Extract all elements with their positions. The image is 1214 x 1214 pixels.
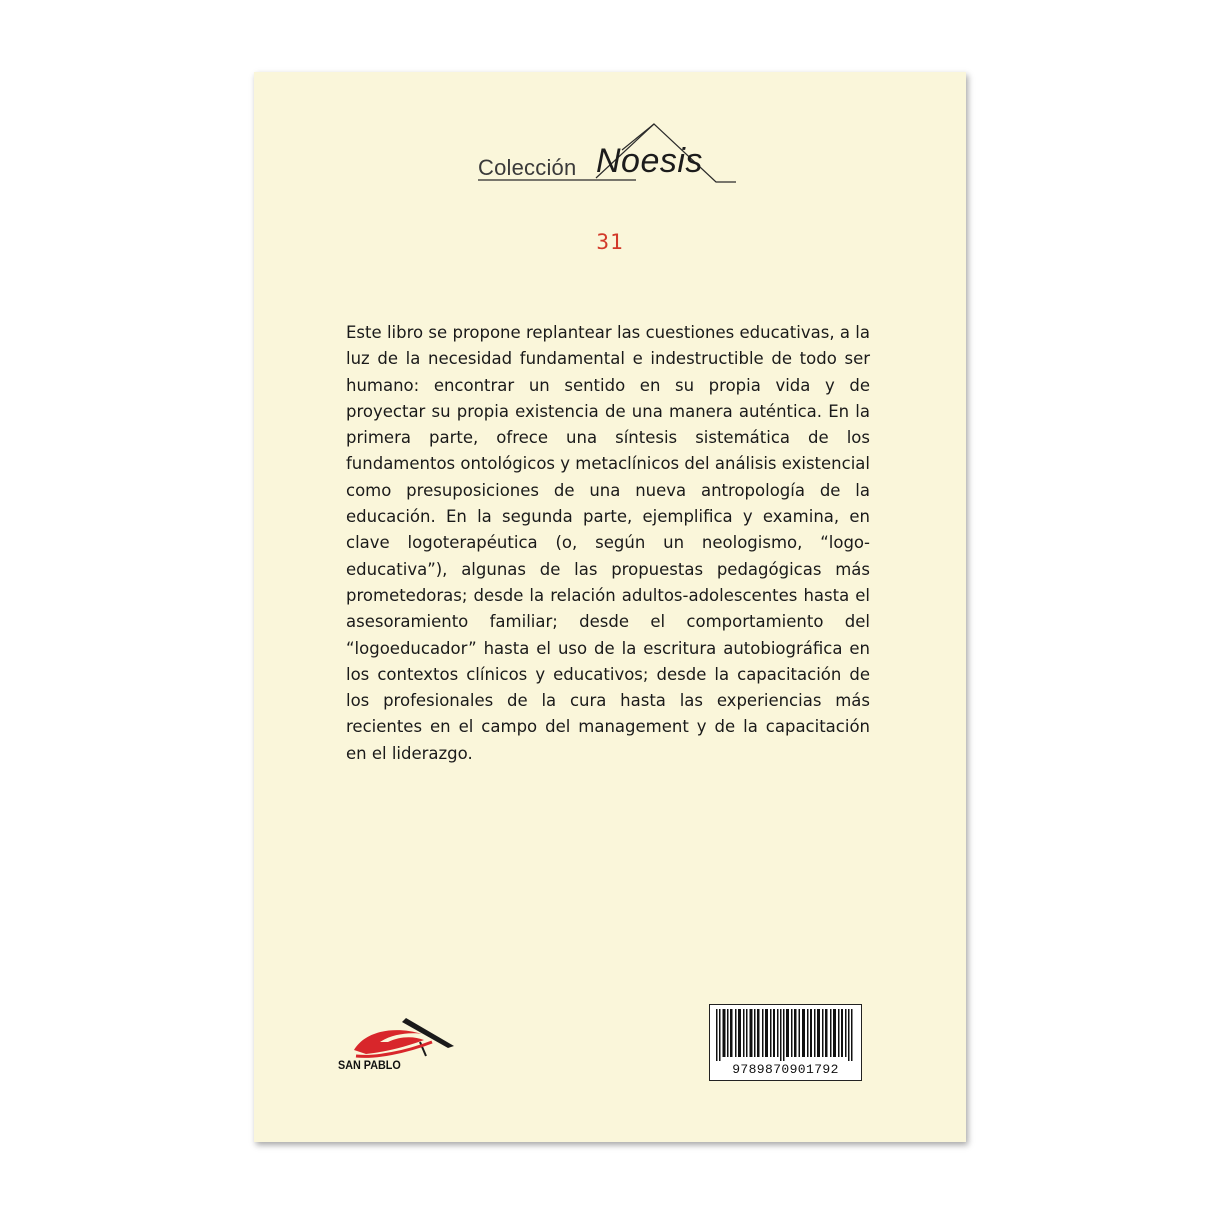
book-back-cover <box>254 72 966 1142</box>
publisher-logo <box>336 1012 466 1082</box>
isbn-digits: 9789870901792 <box>732 1062 839 1077</box>
barcode-icon <box>714 1009 857 1061</box>
volume-number: 31 <box>596 230 624 254</box>
san-pablo-logo-icon <box>336 1012 466 1062</box>
series-logo <box>476 120 746 190</box>
isbn-barcode <box>709 1004 862 1081</box>
publisher-name: SAN PABLO <box>338 1058 401 1072</box>
back-cover-blurb: Este libro se propone replantear las cuestiones educativas, a la luz de la necesidad fundamental e indestructible de todo ser humano: encontrar un sentido en su propia vida y de proyectar su propia existencia de una manera auténtica. En la primera parte, ofrece una síntesis sistemática de los fundamentos ontológicos y metaclínicos del análisis existencial como presuposiciones de una nueva antropología de la educación. En la segunda parte, ejemplifica y examina, en clave logoterapéutica (o, según un neologismo, “logoeducativa”), algunas de las propuestas pedagógicas más prometedoras; desde la relación adultos-adolescentes hasta el asesoramiento familiar; desde el comportamiento del “logoeducador” hasta el uso de la escritura autobiográfica en los contextos clínicos y educativos; desde la capacitación de los profesionales de la cura hasta las experiencias más recientes en el campo del management y de la capacitación en el liderazgo. <box>346 323 870 763</box>
series-prefix: Colección <box>478 155 577 180</box>
series-name: Noesis <box>596 142 703 180</box>
